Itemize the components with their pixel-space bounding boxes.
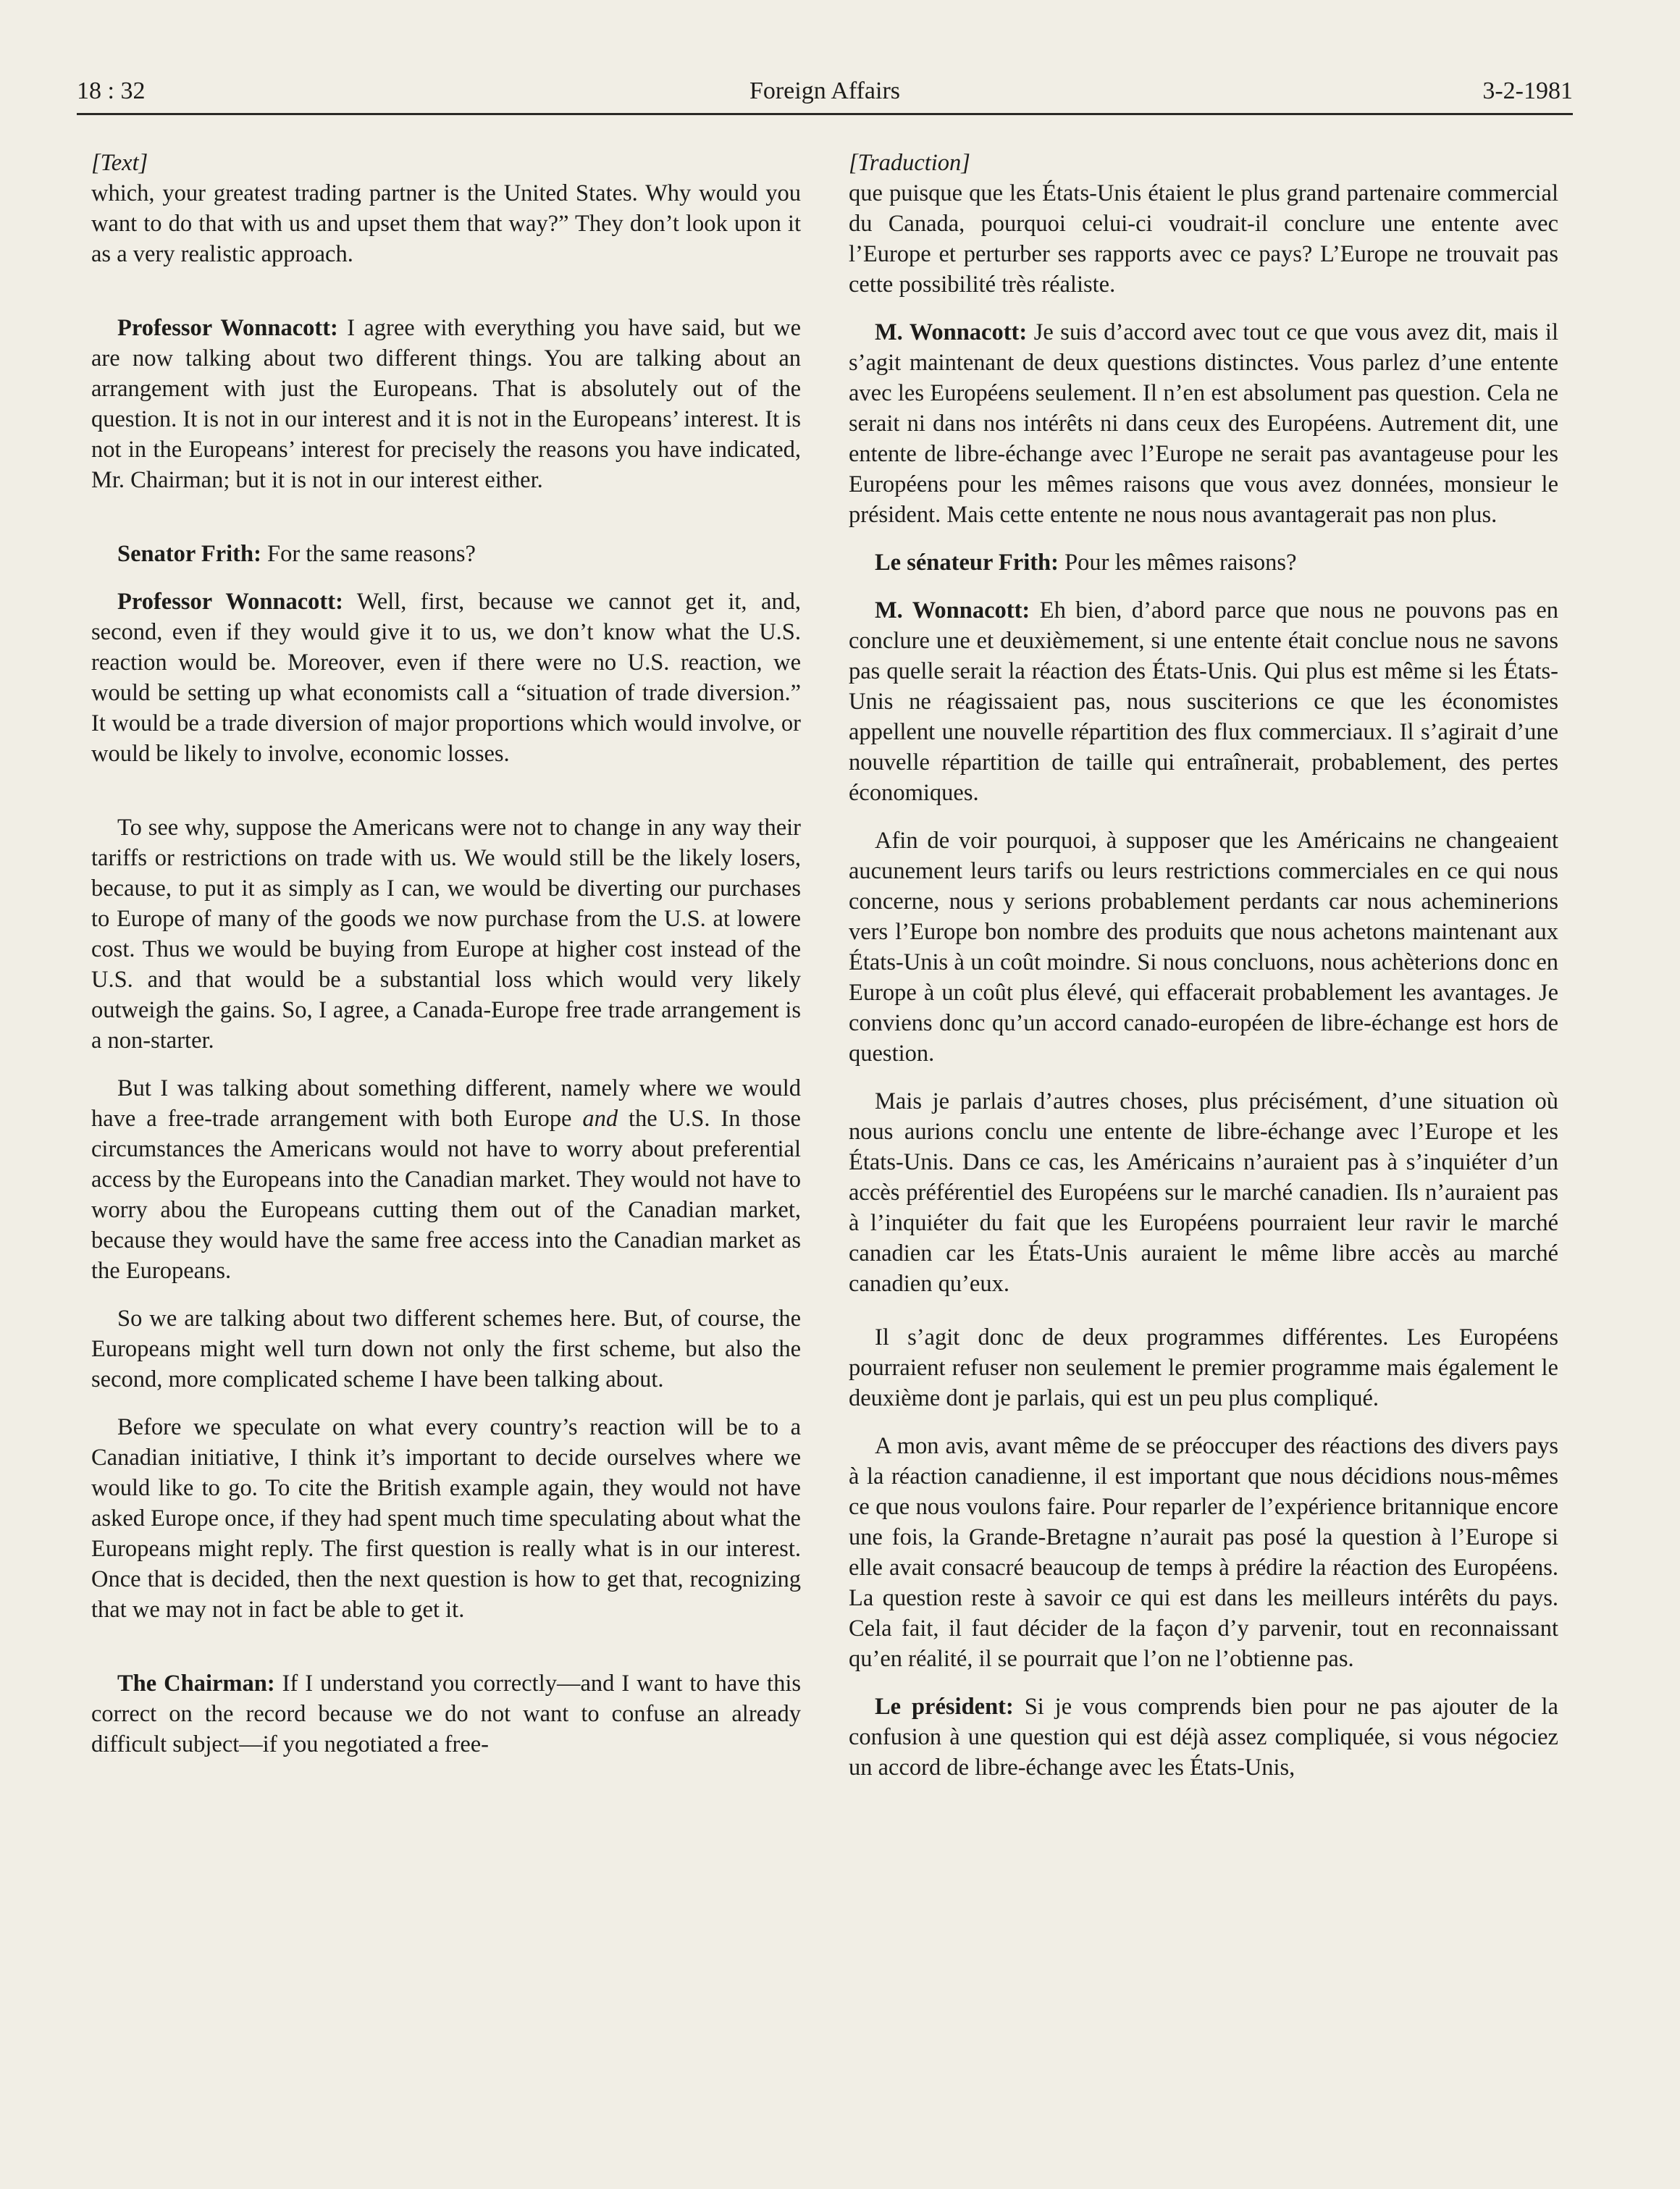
paragraph: Mais je parlais d’autres choses, plus précisément, d’une situation où nous aurions conclu une entente de libre-échange avec l’Europe et les États-Unis. Dans ce cas, les Américains n’auraient pas à s’inquiéter d’un accès préférentiel des Européens sur le marché canadien. Ils n’auraient pas à l’inquiéter du fait que les Européens pourraient leur ravir le marché canadien car les États-Unis auraient le même libre accès au marché canadien qu’eux. <box>849 1088 1558 1297</box>
speech-text: Well, first, because we cannot get it, and, second, even if they would give it to us, we don’t know what the U.S. reaction would be. Moreover, even if there were no U.S. reaction, we would be setting up what economists call a “situation of trade diversion.” It would be a trade diversion of major proportions which would involve, or would be likely to involve, economic losses. <box>91 589 801 767</box>
speech-text: Si je vous comprends bien pour ne pas ajouter de la confusion à une question qui est déjà assez compliquée, si vous négociez un accord de libre-échange avec les États-Unis, <box>849 1694 1558 1781</box>
paragraph: So we are talking about two different schemes here. But, of course, the Europeans might well turn down not only the first scheme, but also the second, more complicated scheme I have been talking about. <box>91 1306 801 1392</box>
speaker-name: Professor Wonnacott: <box>117 315 338 341</box>
paragraph: To see why, suppose the Americans were not to change in any way their tariffs or restrictions on trade with us. We would still be the likely losers, because, to put it as simply as I can, we would be diverting our purchases to Europe of many of the goods we now purchase from the U.S. at lowere cost. Thus we would be buying from Europe at higher cost instead of the U.S. and that would be a substantial loss which would very likely outweigh the gains. So, I agree, a Canada-Europe free trade arrangement is a non-starter. <box>91 815 801 1054</box>
speech-text: Pour les mêmes raisons? <box>1058 550 1297 576</box>
speaker-name: Le président: <box>875 1694 1014 1720</box>
paragraph-text: the U.S. In those circumstances the Americans would not have to worry about preferential access by the Europeans into the Canadian market. They would not have to worry abou the Europeans cutting them out of the Canadian market, because they would have the same free access into the Canadian market as the Europeans. <box>91 1106 801 1284</box>
translation-label: [Traduction] <box>849 150 970 176</box>
speaker-name: M. Wonnacott: <box>875 597 1030 623</box>
speech-paragraph <box>91 1668 801 1760</box>
speech-paragraph <box>91 313 801 495</box>
paragraph: Il s’agit donc de deux programmes différentes. Les Européens pourraient refuser non seulement le premier programme mais également le deuxième dont je parlais, qui est un peu plus compliqué. <box>849 1324 1558 1411</box>
page-reference: 18 : 32 <box>77 77 146 104</box>
paragraph: que puisque que les États-Unis étaient le plus grand partenaire commercial du Canada, pourquoi celui-ci voudrait-il conclure une entente avec l’Europe et perturber ses rapports avec ce pays? L’Europe ne trouvait pas cette possibilité très réaliste. <box>849 180 1558 298</box>
emphasis: and <box>582 1106 618 1132</box>
text-label: [Text] <box>91 150 148 176</box>
committee-title: Foreign Affairs <box>749 77 901 104</box>
page-header <box>77 70 1573 113</box>
speech-paragraph <box>849 1692 1558 1783</box>
paragraph: Afin de voir pourquoi, à supposer que les Américains ne changeaient aucunement leurs tarifs ou leurs restrictions commerciales en ce qui nous concerne, nous y serions probablement perdants car nous acheminerions vers l’Europe bon nombre des produits que nous achetons maintenant aux États-Unis à un coût moindre. Si nous concluons, nous achèterions donc en Europe à un coût plus élevé, qui effacerait probablement les avantages. Je conviens donc qu’un accord canado-européen de libre-échange est hors de question. <box>849 828 1558 1067</box>
speech-text: For the same reasons? <box>261 541 476 567</box>
header-rule <box>77 113 1573 115</box>
speech-paragraph <box>849 547 1558 578</box>
speech-text: I agree with everything you have said, but we are now talking about two different things. You are talking about an arrangement with just the Europeans. That is absolutely out of the question. It is not in our interest and it is not in the Europeans’ interest. It is not in the Europeans’ interest for precisely the reasons you have indicated, Mr. Chairman; but it is not in our interest either. <box>91 315 801 493</box>
speaker-name: M. Wonnacott: <box>875 319 1028 345</box>
french-column <box>849 148 1558 1783</box>
paragraph <box>91 1073 801 1286</box>
speech-paragraph <box>849 317 1558 530</box>
speaker-name: Le sénateur Frith: <box>875 550 1059 576</box>
speaker-name: Senator Frith: <box>117 541 261 567</box>
speech-text: Je suis d’accord avec tout ce que vous avez dit, mais il s’agit maintenant de deux questions distinctes. Vous parlez d’une entente avec les Européens seulement. Il n’en est absolument pas question. Cela ne serait ni dans nos intérêts ni dans ceux des Européens. Autrement dit, une entente de libre-échange avec l’Europe ne serait pas avantageuse pour les Européens pour les mêmes raisons que vous avez données, monsieur le président. Mais cette entente ne nous nous avantagerait pas non plus. <box>849 319 1558 528</box>
speech-paragraph <box>849 595 1558 808</box>
speaker-name: The Chairman: <box>117 1671 275 1697</box>
paragraph: Before we speculate on what every country’s reaction will be to a Canadian initiative, I think it’s important to decide ourselves where we would like to go. To cite the British example again, they would not have asked Europe once, if they had spent much time speculating about what the Europeans might reply. The first question is really what is in our interest. Once that is decided, then the next question is how to get that, recognizing that we may not in fact be able to get it. <box>91 1414 801 1623</box>
speech-text: If I understand you correctly—and I want to have this correct on the record because we do not want to confuse an already difficult subject—if you negotiated a free- <box>91 1671 801 1757</box>
sitting-date: 3-2-1981 <box>1482 77 1573 104</box>
paragraph: which, your greatest trading partner is the United States. Why would you want to do that with us and upset them that way?” They don’t look upon it as a very realistic approach. <box>91 180 801 267</box>
speaker-name: Professor Wonnacott: <box>117 589 343 615</box>
speech-text: Eh bien, d’abord parce que nous ne pouvons pas en conclure une et deuxièmement, si une entente était conclue nous ne savons pas quelle serait la réaction des États-Unis. Qui plus est même si les États-Unis ne réagissaient pas, nous susciterions ce que les économistes appellent une nouvelle répartition des flux commerciaux. Il s’agirait d’une nouvelle répartition de taille qui entraînerait, probablement, des pertes économiques. <box>849 597 1558 806</box>
speech-paragraph <box>91 587 801 769</box>
paragraph-text: But I was talking about something different, namely where we would have a free-trade arrangement with both Europe <box>91 1075 801 1132</box>
speech-paragraph <box>91 539 801 569</box>
paragraph: A mon avis, avant même de se préoccuper des réactions des divers pays à la réaction canadienne, il est important que nous décidions nous-mêmes ce que nous voulons faire. Pour reparler de l’expérience britannique encore une fois, la Grande-Bretagne n’aurait pas posé la question à l’Europe si elle avait consacré beaucoup de temps à prédire la réaction des Européens. La question reste à savoir ce qui est dans les meilleurs intérêts du pays. Cela fait, il faut décider de la façon d’y parvenir, tout en reconnaissant qu’en réalité, il se pourrait que l’on ne l’obtienne pas. <box>849 1433 1558 1672</box>
english-column <box>91 148 801 1760</box>
